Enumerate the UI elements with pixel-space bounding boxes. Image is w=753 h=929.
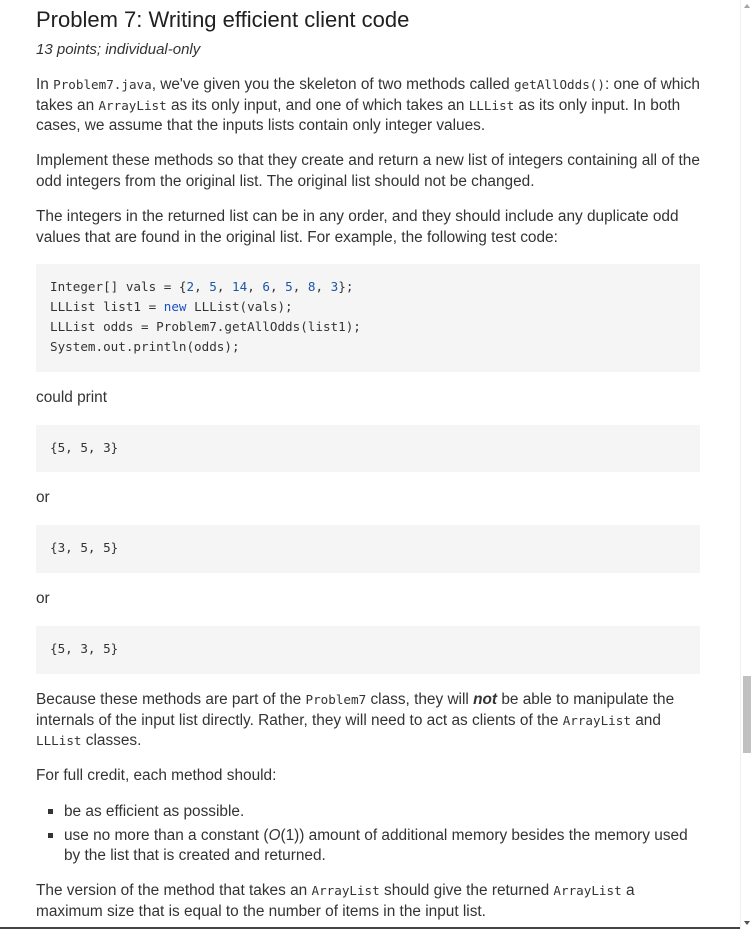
bullet-icon <box>48 833 53 838</box>
class-name-code: Problem7 <box>305 692 367 707</box>
class-name-code: ArrayList <box>553 883 622 898</box>
code-line: {5, 5, 3} <box>50 440 119 455</box>
output-block-1 <box>36 425 700 472</box>
problem-points: 13 points; individual-only <box>36 41 201 58</box>
code-line: {3, 5, 5} <box>50 540 119 555</box>
method-name-code: getAllOdds() <box>513 77 605 92</box>
test-code-block <box>36 264 700 372</box>
list-item: be as efficient as possible. <box>36 802 702 823</box>
text: as its only input, and one of which takes an <box>166 96 469 114</box>
class-name-code: ArrayList <box>98 97 167 113</box>
scrollbar-thumb[interactable] <box>743 676 751 753</box>
text: In <box>36 76 54 93</box>
file-name-code: Problem7.java <box>53 77 152 92</box>
code-line: LLList odds = Problem7.getAllOdds(list1); <box>50 319 361 334</box>
requirements-list <box>36 802 702 867</box>
class-name-code: ArrayList <box>311 883 380 898</box>
emphasis: not <box>473 691 498 708</box>
intro-paragraph <box>36 75 702 137</box>
bullet-icon <box>48 809 53 814</box>
example-paragraph: The integers in the returned list can be in any order, and they should include any duplicate odd values that are found in the original list. For example, the following test code: <box>36 208 679 246</box>
scroll-up-arrow-icon[interactable] <box>744 4 750 8</box>
text: : one of which takes an <box>36 76 700 114</box>
text: , we've given you the skeleton of two methods called <box>151 76 514 93</box>
or-text: or <box>36 489 50 506</box>
code-line: {5, 3, 5} <box>50 641 119 656</box>
or-text: or <box>36 590 50 607</box>
code-line: LLList list1 = new LLList(vals); <box>50 299 293 314</box>
problem-title: Problem 7: Writing efficient client code <box>36 7 410 32</box>
client-paragraph: Because these methods are part of the Problem7 class, they will not be able to manipulate the internals of the input list directly. Rather, they will need to act as clients of the ArrayList and LLList classes. <box>36 691 675 749</box>
could-print-text: could print <box>36 389 108 406</box>
class-name-code: ArrayList <box>562 712 631 728</box>
text: as its only input. In both cases, we assume that the inputs lists contain only integer values. <box>36 96 681 134</box>
list-item: use no more than a constant (O(1)) amount of additional memory besides the memory used by the list that is created and returned. <box>36 826 702 867</box>
class-name-code: LLList <box>468 97 515 113</box>
code-line: System.out.println(odds); <box>50 339 240 354</box>
requirements-intro: For full credit, each method should: <box>36 767 277 784</box>
arraylist-paragraph: The version of the method that takes an ArrayList should give the returned ArrayList a maximum size that is equal to the number of items in the input list. <box>36 882 635 920</box>
output-block-3 <box>36 626 700 674</box>
task-paragraph: Implement these methods so that they create and return a new list of integers containing all of the odd integers from the original list. The original list should not be changed. <box>36 152 700 190</box>
output-block-2 <box>36 525 700 573</box>
class-name-code: LLList <box>36 733 82 748</box>
code-line: Integer[] vals = {2, 5, 14, 6, 5, 8, 3}; <box>50 279 354 294</box>
scroll-down-arrow-icon[interactable] <box>744 921 750 925</box>
vertical-scrollbar[interactable] <box>740 0 753 929</box>
